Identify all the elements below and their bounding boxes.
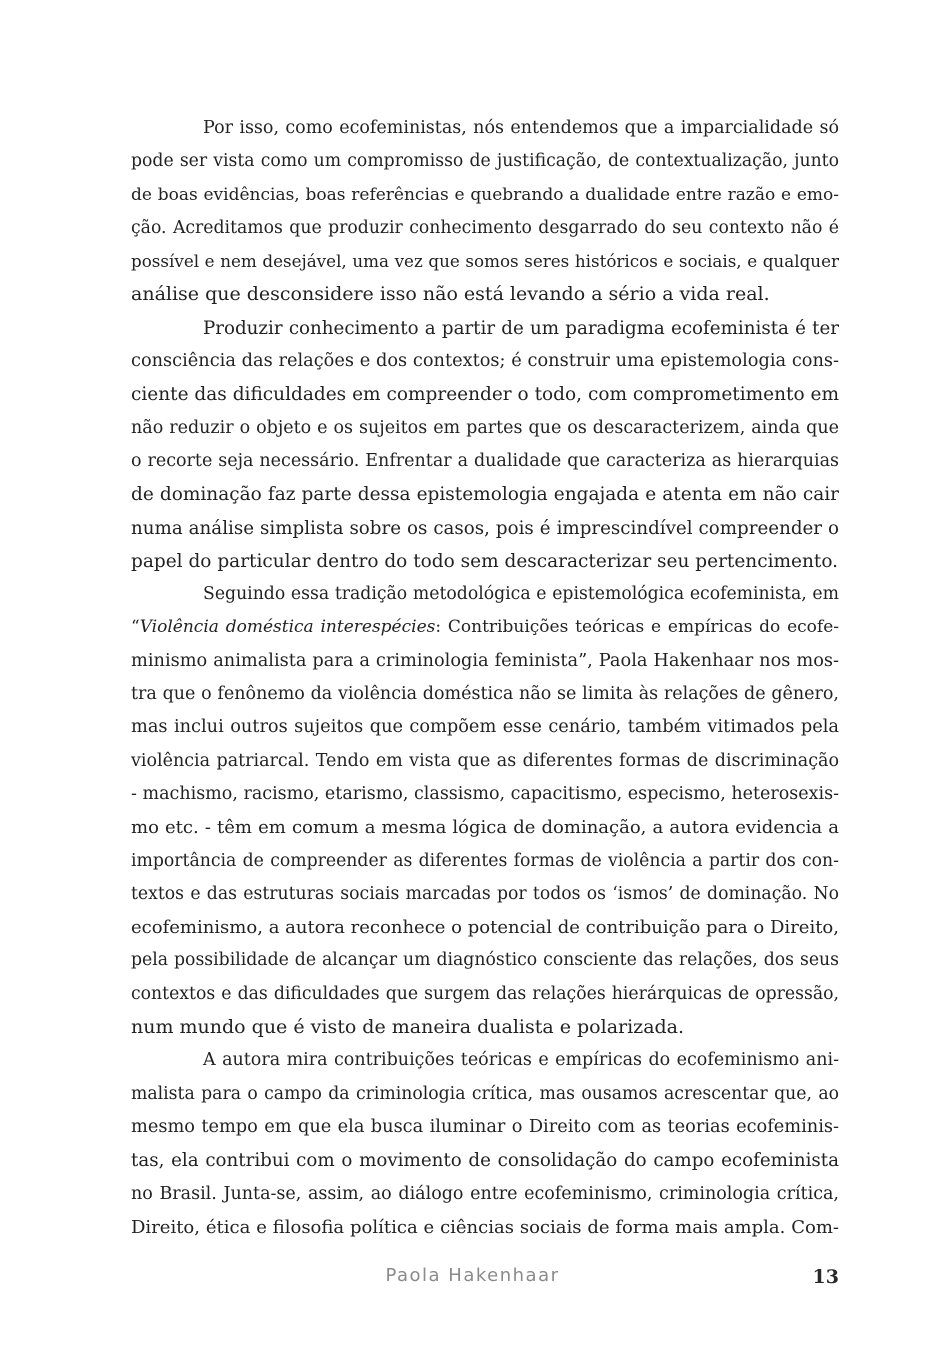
paragraph-4 [131,1044,839,1244]
quote-open: “ [131,617,140,638]
text-line: ciente das dificuldades em compreender o todo, com comprometimento em [131,384,839,406]
text-line: o recorte seja necessário. Enfrentar a dualidade que caracteriza as hierarquias [131,450,839,471]
paragraph-1 [131,112,839,312]
running-footer-author: Paola Hakenhaar [385,1265,560,1286]
text-line: Por isso, como ecofeministas, nós entendemos que a imparcialidade só [203,118,839,138]
text-line: tra que o fenônemo da violência doméstica não se limita às relações de gênero, [131,684,839,705]
text-line: tas, ela contribui com o movimento de consolidação do campo ecofeminista [131,1150,839,1172]
text-line: no Brasil. Junta-se, assim, ao diálogo entre ecofeminismo, criminologia crítica, [131,1183,839,1204]
text-line: A autora mira contribuições teóricas e empíricas do ecofeminismo ani- [203,1050,839,1071]
text-line: pode ser vista como um compromisso de justificação, de contextualização, junto [131,151,839,172]
text-line: de dominação faz parte dessa epistemologia engajada e atenta em não cair [131,484,839,506]
paragraph-3 [131,578,839,1044]
text-line: Produzir conhecimento a partir de um paradigma ecofeminista é ter [203,317,839,339]
body-text [131,112,839,1244]
text-line: mesmo tempo em que ela busca iluminar o Direito com as teorias ecofeminis- [131,1116,839,1137]
text-line: ção. Acreditamos que produzir conhecimento desgarrado do seu contexto não é [131,217,839,238]
text-fragment: : Contribuições teóricas e empíricas do ecofe- [435,617,839,638]
text-line: textos e das estruturas sociais marcadas por todos os ‘ismos’ de dominação. No [131,883,839,904]
text-line-with-title [131,611,839,644]
text-line: minismo animalista para a criminologia feminista”, Paola Hakenhaar nos mos- [131,650,839,671]
text-line: - machismo, racismo, etarismo, classismo, capacitismo, especismo, heterosexis- [131,783,839,804]
page-number: 13 [812,1266,839,1288]
text-line: mas inclui outros sujeitos que compõem esse cenário, também vitimados pela [131,717,839,738]
text-line: mo etc. - têm em comum a mesma lógica de dominação, a autora evidencia a [131,817,839,839]
text-line: importância de compreender as diferentes formas de violência a partir dos con- [131,850,839,871]
paragraph-2 [131,312,839,578]
text-line: numa análise simplista sobre os casos, pois é imprescindível compreender o [131,517,839,539]
text-line: num mundo que é visto de maneira dualista e polarizada. [131,1016,685,1039]
cited-work-title: Violência doméstica interespécies [139,617,436,638]
text-line: violência patriarcal. Tendo em vista que as diferentes formas de discriminação [131,750,839,771]
text-line: não reduzir o objeto e os sujeitos em partes que os descaracterizem, ainda que [131,417,839,438]
text-line: pela possibilidade de alcançar um diagnóstico consciente das relações, dos seus [131,950,839,971]
text-line: papel do particular dentro do todo sem descaracterizar seu pertencimento. [131,550,839,572]
text-line: Seguindo essa tradição metodológica e epistemológica ecofeminista, em [203,584,839,605]
text-line: possível e nem desejável, uma vez que somos seres históricos e sociais, e qualquer [131,251,839,272]
text-line: análise que desconsidere isso não está levando a sério a vida real. [131,283,770,306]
text-line: consciência das relações e dos contextos; é construir uma epistemologia cons- [131,351,839,372]
text-line: contextos e das dificuldades que surgem das relações hierárquicas de opressão, [131,983,839,1004]
text-line: ecofeminismo, a autora reconhece o potencial de contribuição para o Direito, [131,917,839,939]
text-line: de boas evidências, boas referências e quebrando a dualidade entre razão e emo- [131,184,839,205]
text-line: Direito, ética e filosofia política e ciências sociais de forma mais ampla. Com- [131,1216,839,1238]
text-line: malista para o campo da criminologia crítica, mas ousamos acrescentar que, ao [131,1083,839,1104]
